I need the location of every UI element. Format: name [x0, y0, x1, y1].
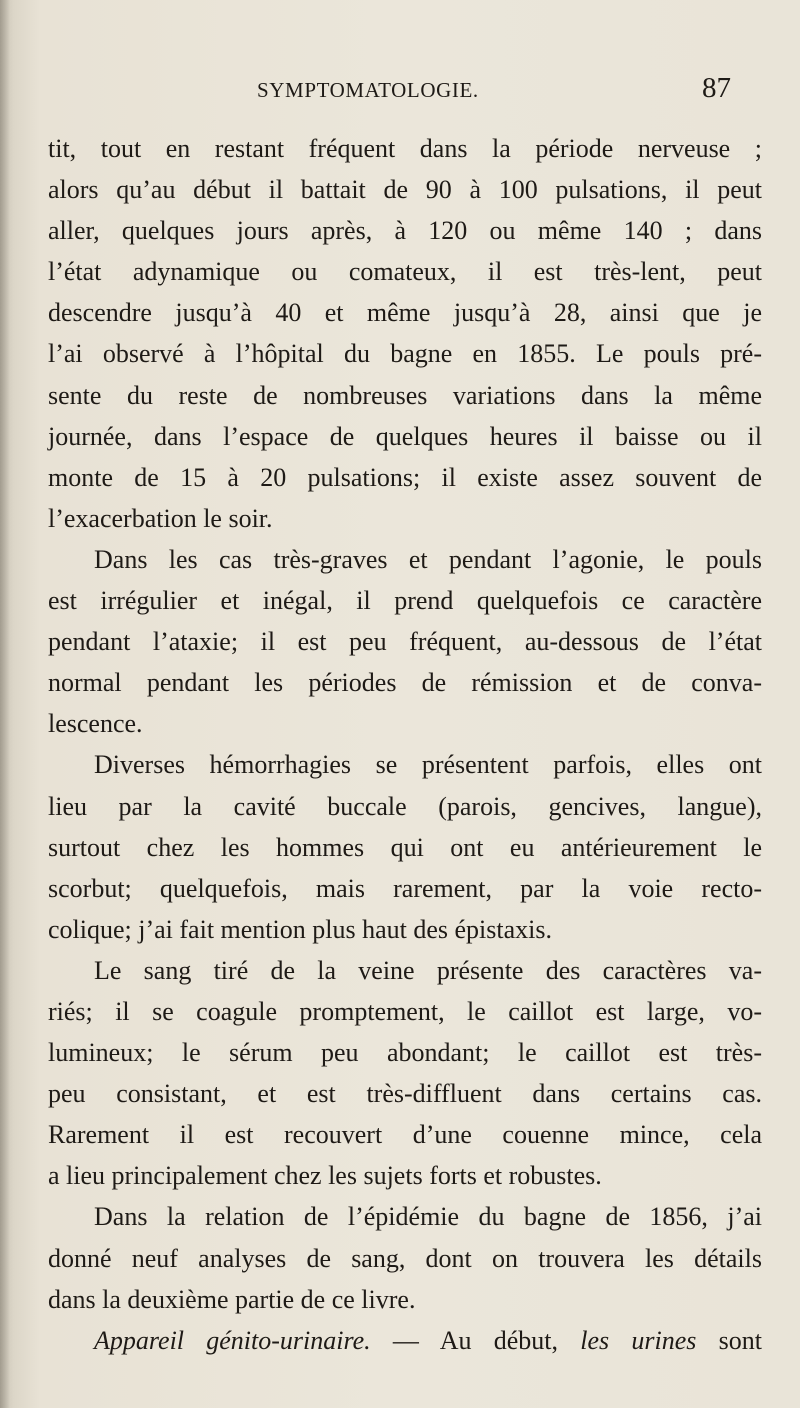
text-line: peu consistant, et est très-diffluent dans certains cas.	[48, 1079, 762, 1109]
text-line: pendant l’ataxie; il est peu fréquent, au-dessous de l’état	[48, 627, 762, 657]
text-line: surtout chez les hommes qui ont eu antérieurement le	[48, 832, 762, 862]
text-line: l’ai observé à l’hôpital du bagne en 1855. Le pouls pré-	[48, 339, 762, 369]
text-line: lieu par la cavité buccale (parois, gencives, langue),	[48, 791, 762, 821]
text-line: monte de 15 à 20 pulsations; il existe assez souvent de	[48, 462, 762, 492]
running-head	[257, 72, 757, 110]
text-line: aller, quelques jours après, à 120 ou même 140 ; dans	[48, 216, 762, 246]
binding-shadow	[0, 0, 10, 1408]
text-line: Rarement il est recouvert d’une couenne mince, cela	[48, 1120, 762, 1150]
text-line: lescence.	[48, 709, 143, 739]
text-line: dans la deuxième partie de ce livre.	[48, 1284, 416, 1314]
text-line: donné neuf analyses de sang, dont on trouvera les détails	[48, 1243, 762, 1273]
text-line: tit, tout en restant fréquent dans la période nerveuse ;	[48, 134, 762, 163]
text-line: Dans les cas très-graves et pendant l’agonie, le pouls	[94, 544, 762, 574]
text-fragment: — Au début,	[370, 1325, 581, 1355]
text-line: l’état adynamique ou comateux, il est très-lent, peut	[48, 257, 762, 287]
text-line: journée, dans l’espace de quelques heures il baisse ou il	[48, 421, 762, 451]
text-line: Dans la relation de l’épidémie du bagne de 1856, j’ai	[94, 1202, 762, 1232]
text-line: a lieu principalement chez les sujets forts et robustes.	[48, 1161, 602, 1191]
section-heading: Appareil génito-urinaire.	[94, 1325, 371, 1355]
text-line: scorbut; quelquefois, mais rarement, par la voie recto-	[48, 873, 762, 903]
emphasis: les urines	[580, 1325, 697, 1355]
text-line: l’exacerbation le soir.	[48, 503, 273, 533]
page-number: 87	[702, 72, 731, 104]
text-line-final	[48, 1320, 762, 1361]
text-line: Diverses hémorrhagies se présentent parfois, elles ont	[94, 750, 762, 780]
text-line: Le sang tiré de la veine présente des caractères va-	[94, 955, 762, 985]
text-fragment: sont	[696, 1325, 763, 1355]
text-line: descendre jusqu’à 40 et même jusqu’à 28, ainsi que je	[48, 298, 762, 328]
text-line: sente du reste de nombreuses variations dans la même	[48, 380, 762, 410]
text-line: colique; j’ai fait mention plus haut des épistaxis.	[48, 914, 553, 944]
body-text	[48, 128, 762, 1361]
text-line: lumineux; le sérum peu abondant; le caillot est très-	[48, 1038, 762, 1068]
text-line: est irrégulier et inégal, il prend quelquefois ce caractère	[48, 586, 762, 616]
text-line: riés; il se coagule promptement, le caillot est large, vo-	[48, 996, 762, 1026]
text-line: normal pendant les périodes de rémission et de conva-	[48, 668, 762, 698]
running-title: SYMPTOMATOLOGIE.	[257, 78, 479, 102]
text-line: alors qu’au début il battait de 90 à 100 pulsations, il peut	[48, 175, 762, 205]
